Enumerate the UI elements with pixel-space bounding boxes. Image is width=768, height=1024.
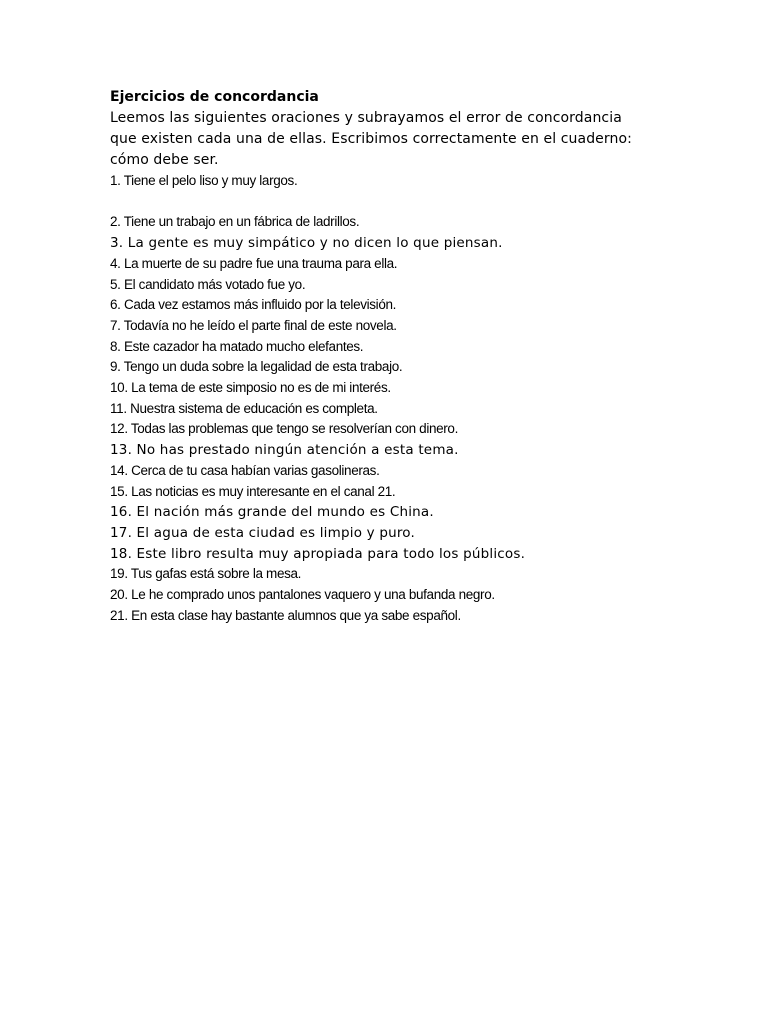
exercise-item-3: 3. La gente es muy simpático y no dicen lo que piensan. (110, 235, 503, 252)
document-page (110, 87, 710, 626)
instructions-line: Leemos las siguientes oraciones y subrayamos el error de concordancia (110, 110, 622, 126)
exercise-item-19: 19. Tus gafas está sobre la mesa. (110, 566, 302, 582)
document-title: Ejercicios de concordancia (110, 89, 319, 105)
exercise-item-18: 18. Este libro resulta muy apropiada para todo los públicos. (110, 545, 526, 562)
exercise-item-14: 14. Cerca de tu casa habían varias gasolineras. (110, 462, 380, 478)
exercise-item-11: 11. Nuestra sistema de educación es completa. (110, 400, 378, 416)
exercise-item-8: 8. Este cazador ha matado mucho elefantes. (110, 338, 364, 354)
exercise-item-13: 13. No has prestado ningún atención a esta tema. (110, 442, 459, 459)
instructions-line: cómo debe ser. (110, 152, 219, 168)
exercise-item-2: 2. Tiene un trabajo en un fábrica de ladrillos. (110, 214, 360, 230)
exercise-item-17: 17. El agua de esta ciudad es limpio y puro. (110, 524, 416, 541)
exercise-item-6: 6. Cada vez estamos más influido por la televisión. (110, 297, 397, 313)
exercise-item-1: 1. Tiene el pelo liso y muy largos. (110, 173, 298, 188)
instructions-line: que existen cada una de ellas. Escribimos correctamente en el cuaderno: (110, 131, 632, 147)
exercise-item-10: 10. La tema de este simposio no es de mi interés. (110, 380, 391, 396)
exercise-item-16: 16. El nación más grande del mundo es China. (110, 504, 434, 521)
exercise-item-7: 7. Todavía no he leído el parte final de este novela. (110, 317, 397, 333)
exercise-item-4: 4. La muerte de su padre fue una trauma para ella. (110, 255, 398, 271)
exercise-list (110, 171, 710, 626)
exercise-item-15: 15. Las noticias es muy interesante en el canal 21. (110, 483, 396, 499)
instructions-paragraph (110, 108, 710, 171)
exercise-item-12: 12. Todas las problemas que tengo se resolverían con dinero. (110, 421, 458, 437)
exercise-item-21: 21. En esta clase hay bastante alumnos que ya sabe español. (110, 607, 461, 623)
exercise-item-9: 9. Tengo un duda sobre la legalidad de esta trabajo. (110, 359, 403, 375)
exercise-item-20: 20. Le he comprado unos pantalones vaquero y una bufanda negro. (110, 587, 495, 603)
exercise-item-5: 5. El candidato más votado fue yo. (110, 276, 306, 292)
